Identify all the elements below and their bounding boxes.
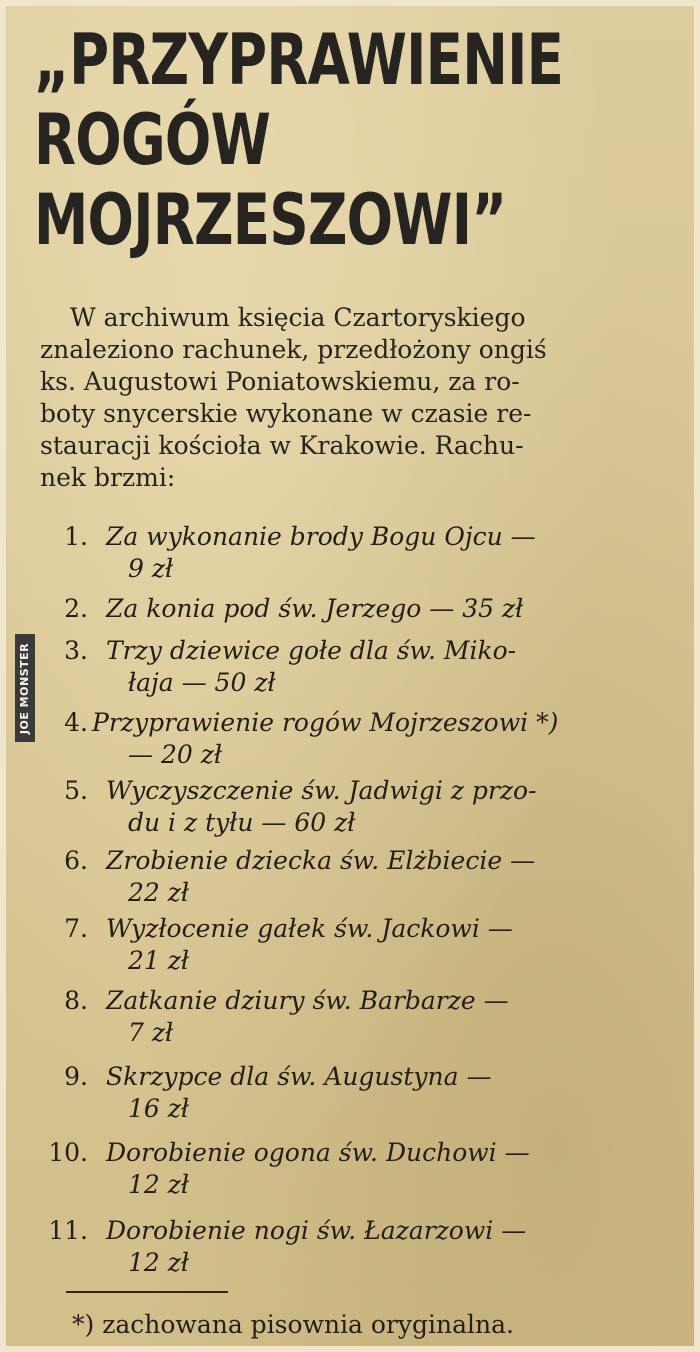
item-text: Dorobienie nogi św. Łazarzowi — [106, 1216, 527, 1245]
item-text: Za wykonanie brody Bogu Ojcu — [106, 522, 536, 551]
item-price: 9 zł [128, 554, 174, 583]
item-price: 22 zł [128, 878, 190, 907]
item-number: 7. [64, 914, 88, 943]
item-text: Wyzłocenie gałek św. Jackowi — [106, 914, 513, 943]
item-price: łaja — 50 zł [128, 668, 276, 697]
item-text: Przyprawienie rogów Mojrzeszowi *) [92, 708, 559, 737]
item-number: 4. [64, 708, 88, 737]
intro-line: ks. Augustowi Poniatowskiemu, za ro- [40, 367, 520, 396]
item-price: 12 zł [128, 1170, 190, 1199]
item-price: 21 zł [128, 946, 190, 975]
item-text: Wyczyszczenie św. Jadwigi z przo- [106, 776, 537, 805]
footnote: *) zachowana pisownia oryginalna. [72, 1310, 514, 1339]
item-text: Trzy dziewice gołe dla św. Miko- [106, 636, 517, 665]
headline [34, 19, 564, 261]
item-number: 8. [64, 986, 88, 1015]
intro-line: W archiwum księcia Czartoryskiego [70, 303, 526, 332]
item-number: 2. [64, 594, 88, 623]
headline-line: MOJRZESZOWI” [34, 179, 507, 261]
item-number: 6. [64, 846, 88, 875]
item-number: 9. [64, 1062, 88, 1091]
item-price: du i z tyłu — 60 zł [128, 808, 356, 837]
headline-line: „PRZYPRAWIENIE [34, 19, 564, 101]
footnote-divider [66, 1291, 228, 1293]
intro-paragraph [40, 302, 664, 494]
item-number: 3. [64, 636, 88, 665]
watermark-text: JOE MONSTER [18, 642, 32, 734]
intro-line: stauracji kościoła w Krakowie. Rachu- [40, 431, 524, 460]
intro-line: znaleziono rachunek, przedłożony ongiś [40, 335, 547, 364]
item-text: Skrzypce dla św. Augustyna — [106, 1062, 492, 1091]
item-number: 11. [48, 1216, 88, 1245]
item-price: 7 zł [128, 1018, 174, 1047]
item-text: Zrobienie dziecka św. Elżbiecie — [106, 846, 536, 875]
intro-line: nek brzmi: [40, 463, 176, 492]
item-price: 16 zł [128, 1094, 190, 1123]
headline-line: ROGÓW [34, 99, 271, 181]
item-text: Dorobienie ogona św. Duchowi — [106, 1138, 530, 1167]
item-number: 10. [48, 1138, 88, 1167]
intro-line: boty snycerskie wykonane w czasie re- [40, 399, 532, 428]
item-text: Za konia pod św. Jerzego — 35 zł [106, 594, 524, 623]
item-number: 1. [64, 522, 88, 551]
watermark-badge [15, 634, 35, 742]
item-text: Zatkanie dziury św. Barbarze — [106, 986, 509, 1015]
item-number: 5. [64, 776, 88, 805]
item-price: 12 zł [128, 1248, 190, 1277]
item-price: — 20 zł [128, 740, 222, 769]
